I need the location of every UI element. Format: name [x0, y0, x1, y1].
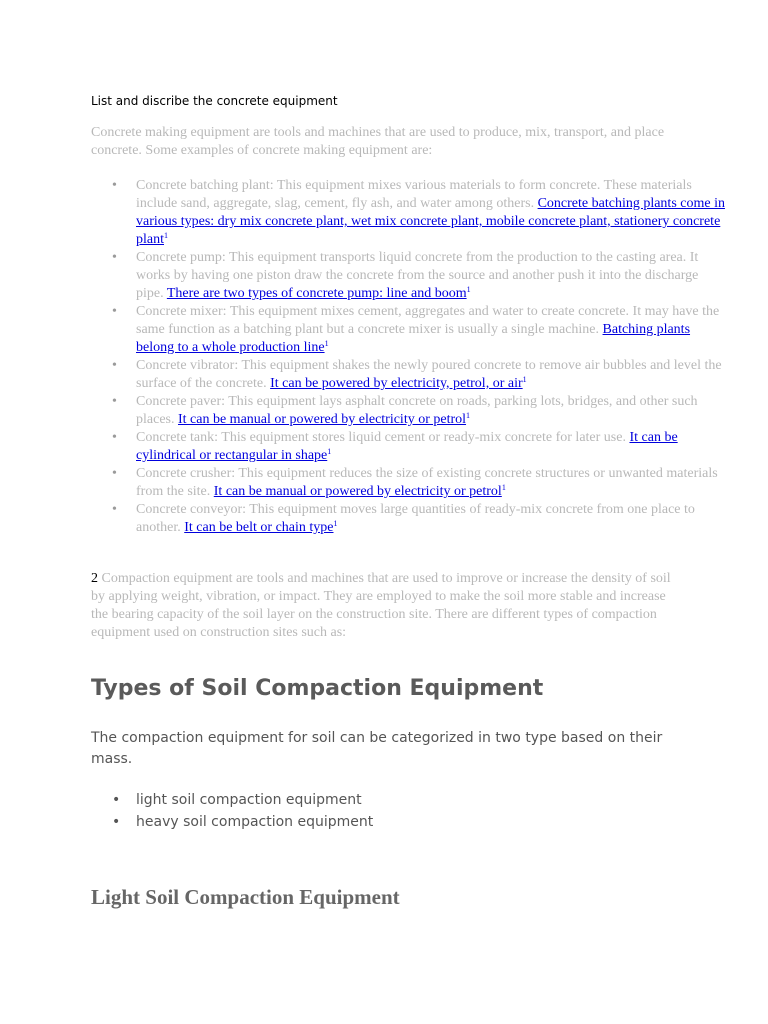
list-item: • Concrete paver: This equipment lays asphalt concrete on roads, parking lots, bridges, and other such places. It can be manual or powered by electricity or petrol$^1$: [136, 393, 726, 429]
reference-link[interactable]: There are two types of concrete pump: line and boom: [166, 286, 467, 301]
intro-paragraph: Concrete making equipment are tools and machines that are used to produce, mix, transport, and place concrete. Some examples of concrete making equipment are:: [91, 125, 665, 158]
list-item: • Concrete crusher: This equipment reduces the size of existing concrete structures or unwanted materials from the site. It can be manual or powered by electricity or petrol$^1$: [136, 465, 726, 501]
compaction-types-list: [91, 789, 373, 833]
light-equipment-heading: Light Soil Compaction Equipment: [91, 885, 400, 909]
types-description: The compaction equipment for soil can be categorized in two type based on their mass.: [91, 730, 663, 767]
reference-link[interactable]: It can be manual or powered by electricity or petrol: [213, 484, 502, 499]
concrete-equipment-list: [91, 177, 726, 537]
list-item: • Concrete batching plant: This equipment mixes various materials to form concrete. These materials include sand, aggregate, slag, cement, fly ash, and water among others. Concrete batching plants come in various types: dry mix concrete plant, wet mix concrete plant, mobile concrete plant, stationery concrete plant$^1$: [136, 177, 726, 249]
types-heading: Types of Soil Compaction Equipment: [91, 676, 544, 701]
list-item: • light soil compaction equipment: [136, 789, 373, 811]
footnote-marker[interactable]: 1: [327, 447, 332, 456]
reference-link[interactable]: Batching plants belong to a whole production line: [136, 322, 691, 355]
reference-link[interactable]: It can be powered by electricity, petrol, or air: [270, 376, 523, 391]
list-item: • heavy soil compaction equipment: [136, 811, 373, 833]
footnote-marker[interactable]: 1: [164, 231, 168, 240]
footnote-marker[interactable]: 1: [324, 339, 329, 348]
footnote-marker[interactable]: 1: [466, 411, 471, 420]
reference-link[interactable]: It can be cylindrical or rectangular in shape: [136, 430, 678, 463]
list-item: • Concrete tank: This equipment stores liquid cement or ready-mix concrete for later use. It can be cylindrical or rectangular in shape$^1$: [136, 429, 726, 465]
list-item: • Concrete vibrator: This equipment shakes the newly poured concrete to remove air bubbles and level the surface of the concrete. It can be powered by electricity, petrol, or air$^1$: [136, 357, 726, 393]
footnote-marker[interactable]: 1: [466, 285, 471, 294]
footnote-marker[interactable]: 1: [522, 375, 527, 384]
footnote-marker[interactable]: 1: [501, 483, 506, 492]
list-item: • Concrete mixer: This equipment mixes cement, aggregates and water to create concrete. It may have the same function as a batching plant but a concrete mixer is usually a single machine. Batching plants belong to a whole production line$^1$: [136, 303, 726, 357]
list-item: • Concrete conveyor: This equipment moves large quantities of ready-mix concrete from one place to another. It can be belt or chain type$^1$: [136, 501, 726, 537]
list-item: • Concrete pump: This equipment transports liquid concrete from the production to the casting area. It works by having one piston draw the concrete from the source and another push it into the discharge pipe. There are two types of concrete pump: line and boom$^1$: [136, 249, 726, 303]
reference-link[interactable]: It can be manual or powered by electricity or petrol: [177, 412, 467, 427]
footnote-marker[interactable]: 1: [333, 519, 338, 528]
reference-link[interactable]: Concrete batching plants come in various types: dry mix concrete plant, wet mix concrete plant, mobile concrete plant, stationery concrete plant: [136, 196, 725, 247]
reference-link[interactable]: It can be belt or chain type: [184, 520, 334, 535]
compaction-paragraph: 2 Compaction equipment are tools and machines that are used to improve or increase the density of soil by applying weight, vibration, or impact. They are employed to make the soil more stable and increase the bearing capacity of the soil layer on the construction site. There are different types of compaction equipment used on construction sites such as:: [91, 571, 671, 640]
paragraph-number: 2: [91, 571, 98, 586]
question-title: List and discribe the concrete equipment: [91, 94, 338, 108]
